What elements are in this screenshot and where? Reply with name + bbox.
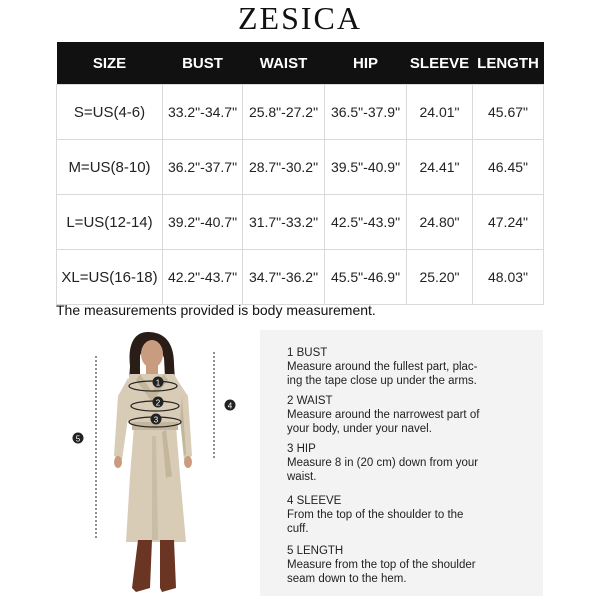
- guide-title: 4 SLEEVE: [287, 495, 342, 507]
- model-face: [141, 340, 163, 368]
- guide-title: 2 WAIST: [287, 395, 333, 407]
- header-waist: WAIST: [243, 42, 325, 85]
- length-cell: 46.45": [473, 140, 544, 195]
- model-figure: [56, 326, 260, 596]
- table-row: [57, 140, 544, 195]
- model-right-hand: [184, 456, 192, 468]
- marker-2-label: 2: [155, 398, 161, 408]
- bust-cell: 33.2"-34.7": [163, 85, 243, 140]
- hip-cell: 45.5"-46.9": [325, 250, 407, 305]
- brand-logo: ZESICA: [238, 0, 362, 36]
- waist-cell: 31.7"-33.2": [243, 195, 325, 250]
- table-row: [57, 195, 544, 250]
- sleeve-cell: 24.41": [407, 140, 473, 195]
- guide-desc-line: ing the tape close up under the arms.: [287, 375, 477, 387]
- table-header-row: [57, 42, 544, 85]
- header-sleeve: SLEEVE: [407, 42, 473, 85]
- model-right-boot: [160, 540, 176, 592]
- header-hip: HIP: [325, 42, 407, 85]
- sleeve-cell: 25.20": [407, 250, 473, 305]
- marker-1-label: 1: [155, 378, 161, 388]
- guide-desc-line: Measure 8 in (20 cm) down from your: [287, 457, 479, 469]
- length-cell: 45.67": [473, 85, 544, 140]
- hip-cell: 36.5"-37.9": [325, 85, 407, 140]
- guide-desc-line: Measure from the top of the shoulder: [287, 559, 476, 571]
- size-cell: M=US(8-10): [57, 140, 163, 195]
- sleeve-cell: 24.01": [407, 85, 473, 140]
- guide-item-waist: [287, 394, 527, 436]
- measurement-note: The measurements provided is body measurement.: [56, 302, 376, 318]
- header-length: LENGTH: [473, 42, 544, 85]
- marker-3-label: 3: [153, 415, 159, 425]
- guide-title: 5 LENGTH: [287, 545, 344, 557]
- model-left-boot: [132, 540, 152, 592]
- waist-cell: 34.7"-36.2": [243, 250, 325, 305]
- sleeve-cell: 24.80": [407, 195, 473, 250]
- bust-cell: 39.2"-40.7": [163, 195, 243, 250]
- guide-desc-line: From the top of the shoulder to the: [287, 509, 464, 521]
- size-cell: S=US(4-6): [57, 85, 163, 140]
- guide-item-length: [287, 544, 527, 586]
- measurement-guide: [260, 330, 543, 596]
- table-row: [57, 250, 544, 305]
- size-chart-table: [56, 42, 544, 305]
- size-cell: L=US(12-14): [57, 195, 163, 250]
- length-cell: 48.03": [473, 250, 544, 305]
- guide-desc-line: your body, under your navel.: [287, 423, 432, 435]
- marker-5-label: 5: [75, 434, 81, 444]
- guide-desc-line: Measure around the fullest part, plac-: [287, 361, 478, 373]
- model-left-hand: [114, 456, 122, 468]
- table-row: [57, 85, 544, 140]
- waist-cell: 28.7"-30.2": [243, 140, 325, 195]
- hip-cell: 39.5"-40.9": [325, 140, 407, 195]
- header-bust: BUST: [163, 42, 243, 85]
- guide-title: 3 HIP: [287, 443, 316, 455]
- length-cell: 47.24": [473, 195, 544, 250]
- guide-item-bust: [287, 346, 527, 388]
- model-illustration: [56, 326, 260, 596]
- size-cell: XL=US(16-18): [57, 250, 163, 305]
- bust-cell: 42.2"-43.7": [163, 250, 243, 305]
- marker-4-label: 4: [227, 401, 233, 411]
- guide-item-hip: [287, 442, 527, 484]
- header-size: SIZE: [57, 42, 163, 85]
- bust-cell: 36.2"-37.7": [163, 140, 243, 195]
- waist-cell: 25.8"-27.2": [243, 85, 325, 140]
- hip-cell: 42.5"-43.9": [325, 195, 407, 250]
- guide-desc-line: cuff.: [287, 523, 309, 535]
- guide-desc-line: seam down to the hem.: [287, 573, 407, 585]
- guide-item-sleeve: [287, 494, 527, 536]
- guide-title: 1 BUST: [287, 347, 328, 359]
- guide-desc-line: waist.: [287, 471, 317, 483]
- guide-desc-line: Measure around the narrowest part of: [287, 409, 480, 421]
